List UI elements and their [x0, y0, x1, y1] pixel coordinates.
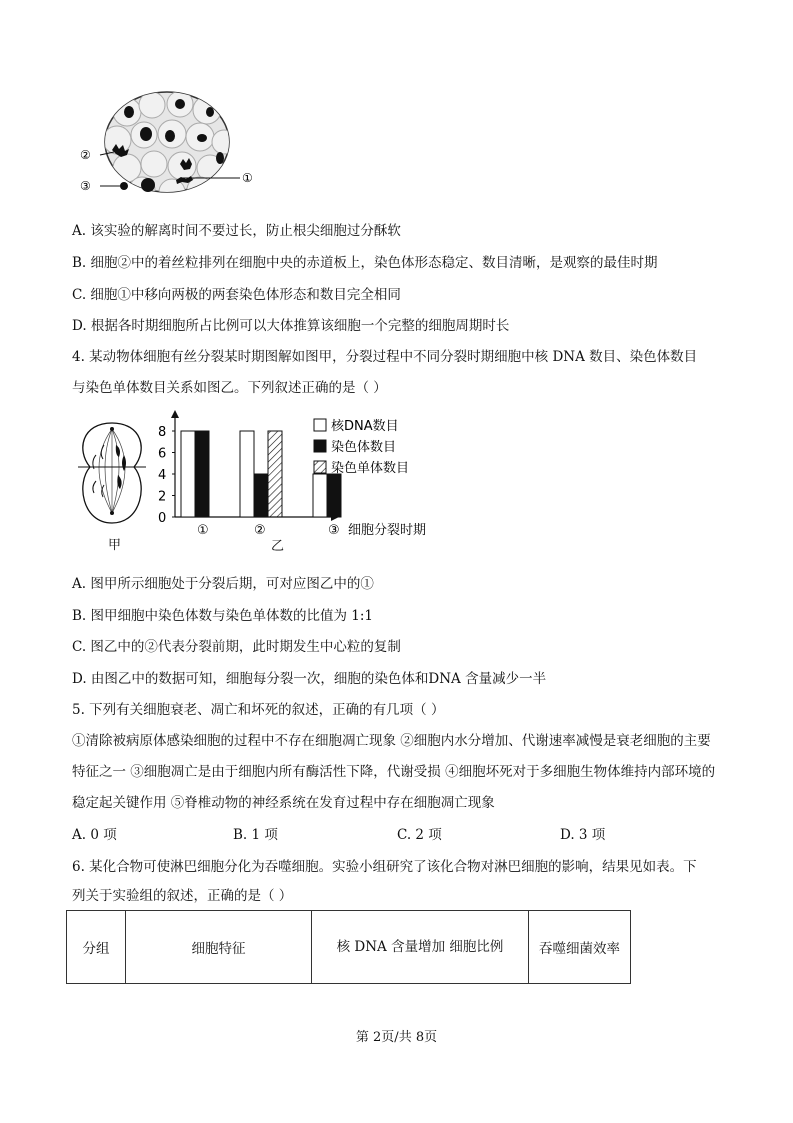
y-axis-arrow — [171, 410, 179, 418]
cell-diagram-jia — [72, 415, 152, 535]
x-axis-label: 细胞分裂时期 — [348, 523, 427, 538]
q5-stem: 5. 下列有关细胞衰老、凋亡和坏死的叙述，正确的有几项（ ） — [72, 702, 445, 718]
page-footer: 第 2页/共 8页 — [355, 1030, 438, 1045]
bar — [181, 431, 195, 517]
y-tick-label: 2 — [158, 489, 167, 505]
q5-option-c: C. 2 项 — [397, 827, 442, 843]
header-dna-ratio: 核 DNA 含量增加 细胞比例 — [312, 911, 529, 984]
header-phagocytosis: 吞噬细菌效率 — [529, 911, 631, 984]
q5-statements: ①清除被病原体感染细胞的过程中不存在细胞凋亡现象 ②细胞内水分增加、代谢速率减慢是衰老细胞的主要特征之一 ③细胞凋亡是由于细胞内所有酶活性下降，代谢受损 ④细胞坏死对于多细胞生物体维持内部环境的稳定起关键作用 ⑤脊椎动物的神经系统在发育过程中存在细胞凋亡现象 — [72, 733, 716, 811]
q3-option-d: D. 根据各时期细胞所占比例可以大体推算该细胞一个完整的细胞周期时长 — [72, 318, 510, 334]
label-2: ② — [80, 148, 91, 162]
q4-option-a: A. 图甲所示细胞处于分裂后期，可对应图乙中的① — [72, 576, 374, 592]
x-category-label: ① — [197, 523, 209, 538]
bar — [313, 474, 327, 517]
legend-swatch — [314, 419, 326, 431]
label-3: ③ — [80, 179, 91, 193]
q5-option-b: B. 1 项 — [233, 827, 278, 843]
bar — [254, 474, 268, 517]
bar — [327, 474, 341, 517]
table-header-row — [67, 911, 631, 984]
legend-label: 核DNA数目 — [331, 419, 399, 434]
x-category-label: ③ — [328, 523, 340, 538]
legend-swatch — [314, 461, 326, 473]
header-group: 分组 — [67, 911, 126, 984]
q3-option-c: C. 细胞①中移向两极的两套染色体形态和数目完全相同 — [72, 287, 401, 303]
header-cell-features: 细胞特征 — [126, 911, 312, 984]
legend-label: 染色体数目 — [331, 440, 397, 455]
q4-option-b: B. 图甲细胞中染色体数与染色单体数的比值为 1:1 — [72, 608, 374, 624]
q4-stem-line2: 与染色单体数目关系如图乙。下列叙述正确的是（ ） — [72, 380, 387, 396]
fig-yi-label: 乙 — [271, 539, 285, 554]
q3-option-a: A. 该实验的解离时间不要过长，防止根尖细胞过分酥软 — [72, 223, 401, 239]
x-category-label: ② — [254, 523, 266, 538]
q4-option-c: C. 图乙中的②代表分裂前期，此时期发生中心粒的复制 — [72, 639, 401, 655]
bar-chart-yi — [150, 410, 440, 540]
q6-stem-line1: 6. 某化合物可使淋巴细胞分化为吞噬细胞。实验小组研究了该化合物对淋巴细胞的影响，结果见如表。下 — [72, 859, 697, 875]
bar — [240, 431, 254, 517]
bar — [268, 431, 282, 517]
q5-option-d: D. 3 项 — [560, 827, 606, 843]
bar — [195, 431, 209, 517]
legend-label: 染色单体数目 — [331, 461, 410, 476]
q5-option-a: A. 0 项 — [72, 827, 117, 843]
micrograph-figure — [72, 90, 262, 200]
legend-swatch — [314, 440, 326, 452]
q6-table — [66, 910, 631, 984]
q3-option-b: B. 细胞②中的着丝粒排列在细胞中央的赤道板上，染色体形态稳定、数目清晰，是观察的最佳时期 — [72, 255, 658, 271]
fig-jia-label: 甲 — [108, 538, 122, 553]
label-1: ① — [242, 171, 253, 185]
y-tick-label: 0 — [158, 511, 167, 526]
q6-stem-line2: 列关于实验组的叙述，正确的是（ ） — [72, 888, 293, 904]
y-tick-label: 4 — [158, 468, 167, 483]
y-tick-label: 8 — [158, 425, 167, 440]
q4-option-d: D. 由图乙中的数据可知，细胞每分裂一次，细胞的染色体和DNA 含量减少一半 — [72, 671, 547, 687]
q4-stem-line1: 4. 某动物体细胞有丝分裂某时期图解如图甲，分裂过程中不同分裂时期细胞中核 DNA 数目、染色体数目 — [72, 349, 698, 365]
y-tick-label: 6 — [158, 446, 167, 462]
